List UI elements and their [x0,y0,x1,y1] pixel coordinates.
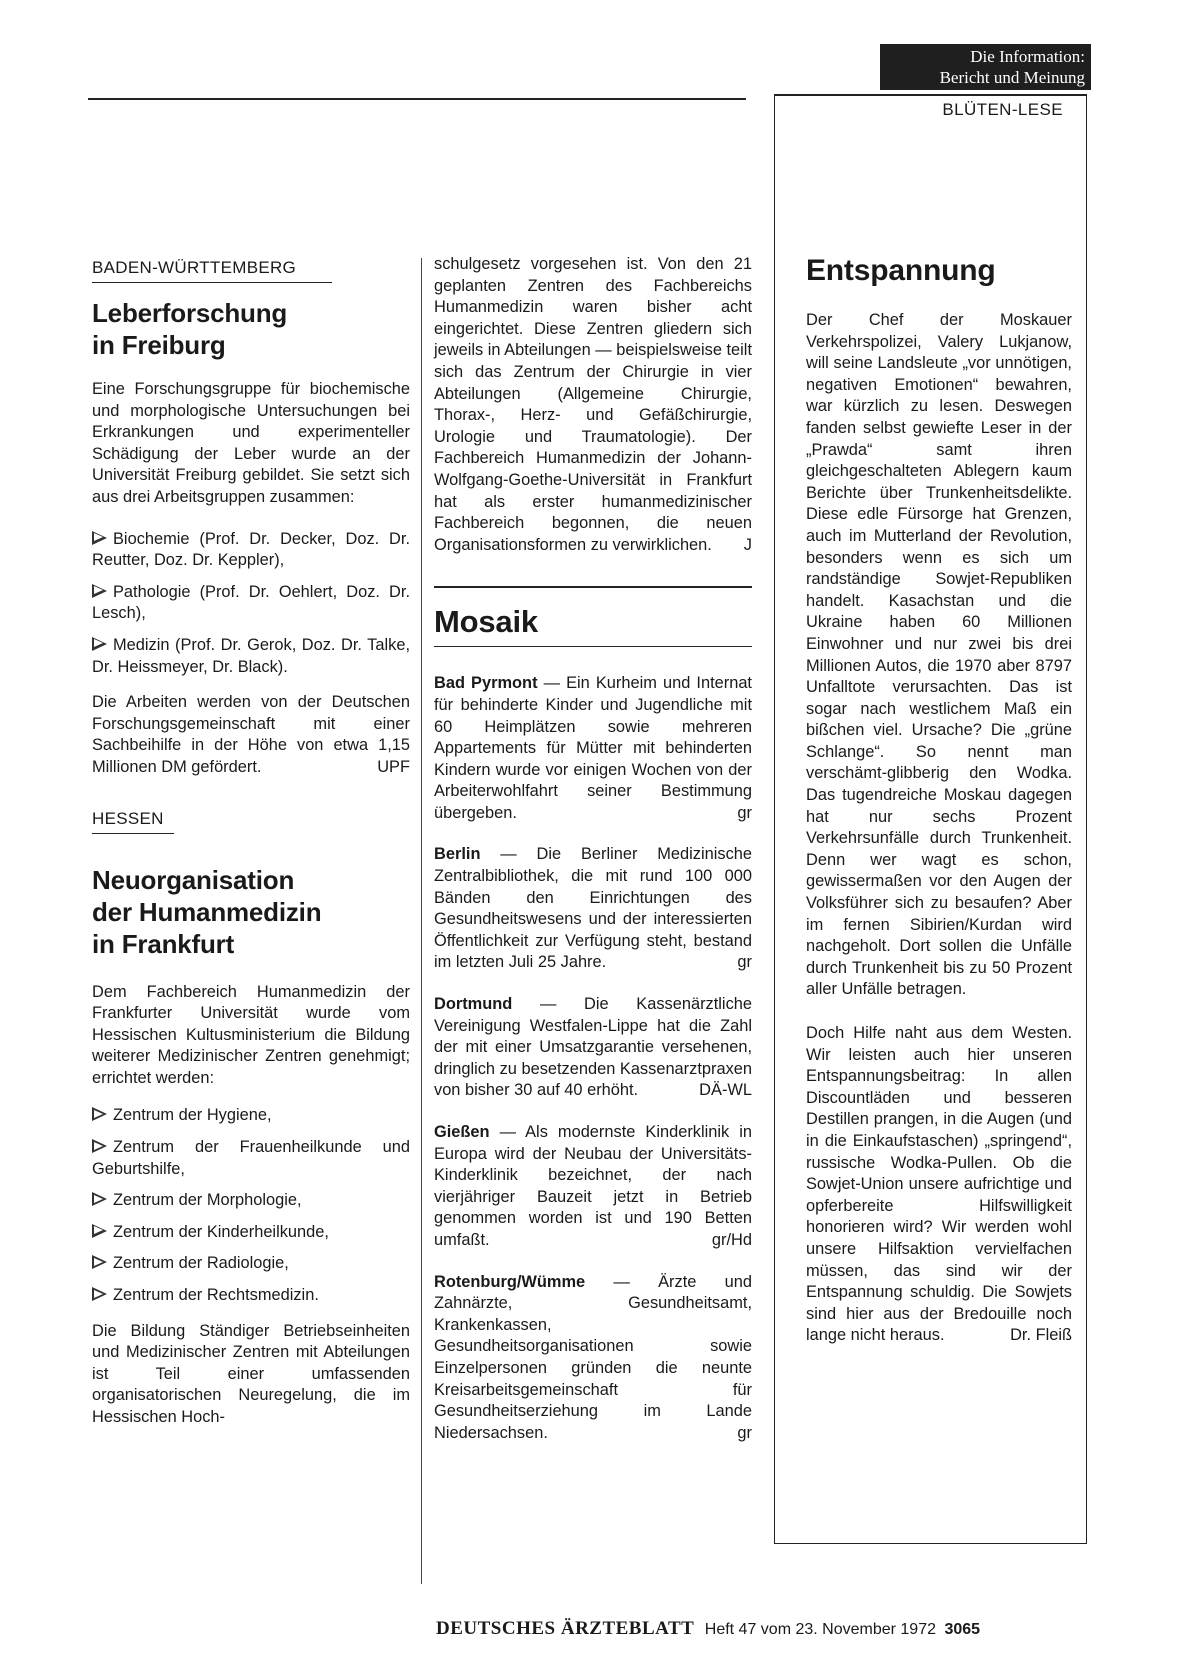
section-tag-line2: Bericht und Meinung [939,68,1085,87]
triangle-bullet-icon [92,1192,107,1206]
list-item: Zentrum der Frauenheilkunde und Geburtshilfe, [92,1138,410,1178]
mosaik-entries [434,673,752,1444]
signature: gr [737,803,752,822]
hessen-continuation: schulgesetz vorgesehen ist. Von den 21 geplanten Zentren des Fachbereichs Humanmedizin waren bisher acht eingerichtet. Diese Zentren gliedern sich jeweils in Abteilungen — beispielsweise teilt sich das Zentrum der Chirurgie in vier Abteilungen (Allgemeine Chirurgie, Thorax-, Herz- und Gefäßchirurgie, Urologie und Traumatologie). Der Fachbereich Humanmedizin der Johann-Wolfgang-Goethe-Universität in Frankfurt hat als erster humanmedizinischer Fachbereich begonnen, die neuen Organisationsformen zu verwirklichen. J [434,254,752,556]
entry-place: Rotenburg/Wümme [434,1272,586,1291]
box-label: BLÜTEN-LESE [942,100,1063,119]
mosaik-entry: Dortmund — Die Kassenärztliche Vereinigung Westfalen-Lippe hat die Zahl der mit einer Umsatzgarantie versehenen, dringlich zu besetzenden Kassenarztpraxen von bisher 30 auf 40 erhöht. DÄ-WL [434,994,752,1102]
entry-place: Bad Pyrmont [434,674,538,693]
page-number: 3065 [944,1621,981,1638]
list-item: Zentrum der Morphologie, [92,1190,410,1212]
list-item: Zentrum der Kinderheilkunde, [92,1222,410,1244]
signature: DÄ-WL [699,1081,752,1100]
signature: gr [737,1423,752,1442]
headline-neuorganisation: Neuorganisation der Humanmedizin in Frankfurt [92,864,322,959]
entry-place: Berlin [434,845,481,864]
triangle-bullet-icon [92,1255,107,1269]
top-rule [88,98,746,100]
signature: gr/Hd [711,1230,752,1249]
mosaik-entry: Berlin — Die Berliner Medizinische Zentralbibliothek, die mit rund 100 000 Bänden den Einrichtungen des Gesundheitswesens und der interessierten Öffentlichkeit zur Verfügung steht, bestand im letzten Juli 25 Jahre. gr [434,844,752,974]
section-label-hessen: HESSEN [92,809,174,834]
mosaik-entry: Gießen — Als modernste Kinderklinik in Europa wird der Neubau der Universitäts-Kinderklinik bezeichnet, der nach vierjähriger Bauzeit jetzt in Betrieb genommen worden ist und 190 Betten umfaßt. gr/Hd [434,1122,752,1252]
list-item: Zentrum der Hygiene, [92,1105,410,1127]
column-2 [434,254,752,1464]
column-1 [92,258,410,1429]
entspannung-para1: Der Chef der Moskauer Verkehrspolizei, Valery Lukjanow, will seine Landsleute „vor unnötigen, negativen Emotionen“ bewahren, war kürzlich zu lesen. Deswegen fanden selbst gewiefte Leser in der „Prawda“ samt ihren gleichgeschalteten Ablegern kaum Berichte über Trunkenheitsdelikte. Diese edle Fürsorge hat Grenzen, auch im Mutterland der Revolution, besonders wenn es sich um randständige Sowjet-Republiken handelt. Kasachstan und die Ukraine haben 60 Millionen Einwohner und nur zwei bis drei Millionen Autos, die 1970 aber 8797 Unfalltote verursachten. Das ist sogar nach westlichem Maß ein bißchen viel. Ursache? Die „grüne Schlange“. So nennt man verschämt-glibberig den Wodka. Das tugendreiche Moskau dagegen hat nur sechs Prozent Verkehrsunfälle durch Trunkenheit. Denn wer wagt es schon, gewissermaßen vor den Augen der Volksführer sich zu besaufen? Aber im fernen Sibirien/Kurdan wird nachgeholt. Dort sollen die Unfälle durch Trunkenheit bis zu 50 Prozent aller Unfälle betragen. [806,311,1072,999]
list-item: Medizin (Prof. Dr. Gerok, Doz. Dr. Talke, Dr. Heissmeyer, Dr. Black). [92,635,410,676]
column-3 [806,252,1072,1347]
triangle-bullet-icon [92,1107,107,1121]
entry-place: Gießen [434,1123,490,1141]
mosaik-bottom-rule [434,646,752,648]
mosaik-title: Mosaik [434,603,538,639]
headline-leberforschung: Leberforschung in Freiburg [92,298,288,360]
entspannung-para2: Doch Hilfe naht aus dem Westen. Wir leisten auch hier unseren Entspannungsbeitrag: In allen Discountläden und besseren Destillen prangen, in die Augen (und in die Einkaufstaschen) „springend“, russische Wodka-Pullen. Ob die Sowjet-Union unsere aufrichtige und opferbereite Hilfswilligkeit honorieren wird? Wir werden wohl unsere Hilfsaktion vervielfachen müssen, das sind wir der Entspannung schuldig. Die Sowjets sind hier aus der Bredouille noch lange nicht heraus. Dr. Fleiß [806,1023,1072,1347]
section-tag [880,44,1091,90]
column-divider [421,258,422,1584]
list-item: Pathologie (Prof. Dr. Oehlert, Doz. Dr. Lesch), [92,582,410,623]
signature: gr [737,953,752,972]
section-label-baden: BADEN-WÜRTTEMBERG [92,258,332,283]
signature: J [743,535,752,554]
list-item: Zentrum der Radiologie, [92,1253,410,1275]
mosaik-top-rule [434,586,752,588]
hessen-center-list [92,1105,410,1306]
triangle-bullet-icon [92,531,107,545]
leber-intro: Eine Forschungsgruppe für biochemische und morphologische Untersuchungen bei Erkrankungen und experimenteller Schädigung der Leber wurde an der Universität Freiburg gebildet. Sie setzt sich aus drei Arbeitsgruppen zusammen: [92,380,410,506]
triangle-bullet-icon [92,637,107,651]
entspannung-title: Entspannung [806,254,996,287]
triangle-bullet-icon [92,584,107,598]
mosaik-entry: Rotenburg/Wümme — Ärzte und Zahnärzte, Gesundheitsamt, Krankenkassen, Gesundheitsorganisationen sowie Einzelpersonen gründen die neunte Kreisarbeitsgemeinschaft für Gesundheitserziehung im Lande Niedersachsen. gr [434,1272,752,1445]
triangle-bullet-icon [92,1139,107,1153]
hessen-intro: Dem Fachbereich Humanmedizin der Frankfurter Universität wurde vom Hessischen Kultusministerium die Bildung weiterer Medizinischer Zentren genehmigt; errichtet werden: [92,982,410,1087]
list-item: Zentrum der Rechtsmedizin. [92,1285,410,1307]
section-tag-line1: Die Information: [970,47,1085,66]
issue-info: Heft 47 vom 23. November 1972 [704,1621,936,1638]
mosaik-entry: Bad Pyrmont — Ein Kurheim und Internat für behinderte Kinder und Jugendliche mit 60 Heimplätzen sowie mehreren Appartements für Mütter mit behinderten Kindern wurde vor einigen Wochen von der Arbeiterwohlfahrt seiner Bestimmung übergeben. gr [434,673,752,824]
journal-name: DEUTSCHES ÄRZTEBLATT [436,1618,695,1639]
leber-group-list [92,529,410,679]
signature: Dr. Fleiß [1010,1326,1072,1345]
footer [436,1618,1096,1640]
leber-funding: Die Arbeiten werden von der Deutschen Forschungsgemeinschaft mit einer Sachbeihilfe in der Höhe von etwa 1,15 Millionen DM gefördert. UPF [92,692,410,778]
signature: UPF [377,757,410,776]
hessen-end: Die Bildung Ständiger Betriebseinheiten und Medizinischer Zentren mit Abteilungen ist Teil einer umfassenden organisatorischen Neuregelung, die im Hessischen Hoch- [92,1321,410,1426]
list-item: Biochemie (Prof. Dr. Decker, Doz. Dr. Reutter, Doz. Dr. Keppler), [92,529,410,570]
triangle-bullet-icon [92,1224,107,1238]
entry-place: Dortmund [434,995,513,1014]
triangle-bullet-icon [92,1287,107,1301]
